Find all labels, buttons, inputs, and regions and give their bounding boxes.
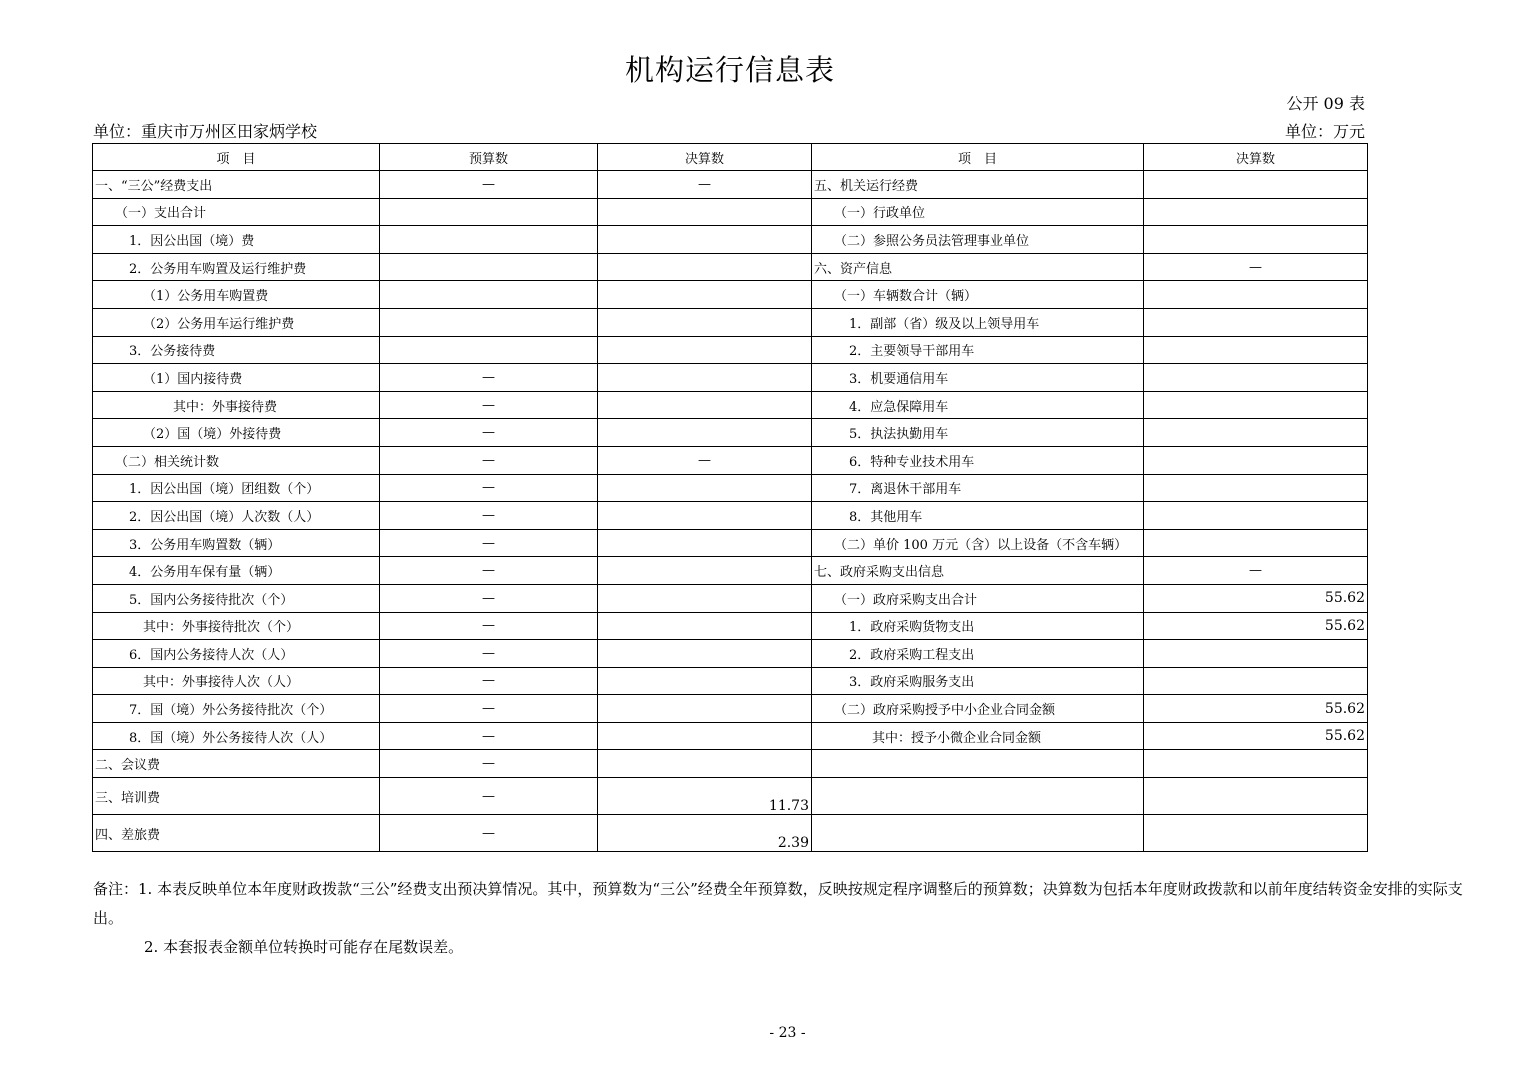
budget-value: [380, 198, 598, 226]
row-label: 3．公务接待费: [93, 336, 380, 364]
final-value: [598, 336, 812, 364]
right-final-value: [1144, 778, 1368, 815]
right-final-value: [1144, 308, 1368, 336]
right-row-label: [812, 750, 1144, 778]
final-value: [598, 364, 812, 392]
row-label: 三、培训费: [93, 778, 380, 815]
right-row-label: （二）单价 100 万元（含）以上设备（不含车辆）: [812, 529, 1144, 557]
currency-unit: 单位：万元: [1284, 122, 1365, 141]
right-final-value: [1144, 281, 1368, 309]
table-row: [93, 253, 1368, 281]
row-label: 2．因公出国（境）人次数（人）: [93, 502, 380, 530]
final-value: [598, 750, 812, 778]
table-row: [93, 281, 1368, 309]
right-row-label: 4．应急保障用车: [812, 391, 1144, 419]
final-value: —: [598, 446, 812, 474]
final-value: [598, 474, 812, 502]
final-value: [598, 722, 812, 750]
table-row: [93, 640, 1368, 668]
right-final-value: [1144, 667, 1368, 695]
row-label: （1）公务用车购置费: [93, 281, 380, 309]
right-row-label: 其中：授予小微企业合同金额: [812, 722, 1144, 750]
right-final-value: —: [1144, 253, 1368, 281]
right-final-value: [1144, 226, 1368, 254]
right-row-label: （一）车辆数合计（辆）: [812, 281, 1144, 309]
row-label: 6．国内公务接待人次（人）: [93, 640, 380, 668]
table-row: [93, 336, 1368, 364]
right-row-label: 8．其他用车: [812, 502, 1144, 530]
right-final-value: [1144, 474, 1368, 502]
final-value: [598, 667, 812, 695]
row-label: （2）国（境）外接待费: [93, 419, 380, 447]
header-final-right: 决算数: [1144, 144, 1368, 171]
table-row: [93, 815, 1368, 852]
final-value: [598, 640, 812, 668]
final-value: [598, 391, 812, 419]
right-row-label: 1．政府采购货物支出: [812, 612, 1144, 640]
right-row-label: （一）行政单位: [812, 198, 1144, 226]
right-row-label: 5．执法执勤用车: [812, 419, 1144, 447]
table-row: [93, 446, 1368, 474]
budget-value: —: [380, 364, 598, 392]
note-1: 备注：1. 本表反映单位本年度财政拨款“三公”经费支出预决算情况。其中，预算数为“三公”经费全年预算数，反映按规定程序调整后的预算数；决算数为包括本年度财政拨款和以前年度结转资金安排的实际支出。: [93, 880, 1463, 927]
final-value: [598, 695, 812, 723]
page-title: 机构运行信息表: [624, 53, 835, 87]
budget-value: —: [380, 419, 598, 447]
unit-name: 单位：重庆市万州区田家炳学校: [93, 122, 318, 141]
right-final-value: [1144, 529, 1368, 557]
final-value: [598, 226, 812, 254]
header-budget: 预算数: [380, 144, 598, 171]
final-value: [598, 557, 812, 585]
row-label: （1）国内接待费: [93, 364, 380, 392]
final-value: [598, 281, 812, 309]
right-row-label: 2．主要领导干部用车: [812, 336, 1144, 364]
budget-value: [380, 253, 598, 281]
right-final-value: 55.62: [1144, 584, 1368, 612]
row-label: 8．国（境）外公务接待人次（人）: [93, 722, 380, 750]
note-2: 2. 本套报表金额单位转换时可能存在尾数误差。: [144, 938, 464, 956]
budget-value: —: [380, 750, 598, 778]
right-row-label: 2．政府采购工程支出: [812, 640, 1144, 668]
form-number: 公开 09 表: [1286, 94, 1365, 113]
right-row-label: 七、政府采购支出信息: [812, 557, 1144, 585]
final-value: [598, 308, 812, 336]
right-row-label: 6．特种专业技术用车: [812, 446, 1144, 474]
right-row-label: （二）政府采购授予中小企业合同金额: [812, 695, 1144, 723]
table-row: [93, 171, 1368, 199]
right-row-label: 1．副部（省）级及以上领导用车: [812, 308, 1144, 336]
budget-value: —: [380, 667, 598, 695]
budget-value: [380, 308, 598, 336]
budget-value: —: [380, 557, 598, 585]
row-label: 二、会议费: [93, 750, 380, 778]
table-row: [93, 226, 1368, 254]
header-item: 项 目: [93, 144, 380, 171]
institution-operation-table: [92, 143, 1368, 852]
final-value: 11.73: [598, 778, 812, 815]
table-header-row: [93, 144, 1368, 171]
row-label: 其中：外事接待费: [93, 391, 380, 419]
final-value: [598, 529, 812, 557]
row-label: 四、差旅费: [93, 815, 380, 852]
row-label: 一、“三公”经费支出: [93, 171, 380, 199]
budget-value: —: [380, 529, 598, 557]
final-value: [598, 198, 812, 226]
budget-value: —: [380, 815, 598, 852]
table-row: [93, 364, 1368, 392]
budget-value: —: [380, 695, 598, 723]
row-label: 其中：外事接待批次（个）: [93, 612, 380, 640]
row-label: （二）相关统计数: [93, 446, 380, 474]
right-row-label: 五、机关运行经费: [812, 171, 1144, 199]
budget-value: —: [380, 722, 598, 750]
budget-value: —: [380, 612, 598, 640]
row-label: （2）公务用车运行维护费: [93, 308, 380, 336]
table-row: [93, 612, 1368, 640]
right-row-label: （二）参照公务员法管理事业单位: [812, 226, 1144, 254]
budget-value: —: [380, 474, 598, 502]
right-final-value: [1144, 750, 1368, 778]
page-number: - 23 -: [769, 1025, 806, 1041]
right-final-value: [1144, 171, 1368, 199]
row-label: 2．公务用车购置及运行维护费: [93, 253, 380, 281]
budget-value: —: [380, 446, 598, 474]
row-label: 4．公务用车保有量（辆）: [93, 557, 380, 585]
budget-value: —: [380, 640, 598, 668]
budget-value: [380, 336, 598, 364]
final-value: [598, 612, 812, 640]
row-label: （一）支出合计: [93, 198, 380, 226]
table-row: [93, 308, 1368, 336]
final-value: [598, 253, 812, 281]
right-final-value: [1144, 419, 1368, 447]
row-label: 7．国（境）外公务接待批次（个）: [93, 695, 380, 723]
header-final: 决算数: [598, 144, 812, 171]
final-value: 2.39: [598, 815, 812, 852]
table-row: [93, 502, 1368, 530]
right-final-value: 55.62: [1144, 722, 1368, 750]
table-row: [93, 584, 1368, 612]
budget-value: —: [380, 391, 598, 419]
right-row-label: 7．离退休干部用车: [812, 474, 1144, 502]
table-row: [93, 667, 1368, 695]
row-label: 5．国内公务接待批次（个）: [93, 584, 380, 612]
final-value: [598, 419, 812, 447]
right-final-value: [1144, 815, 1368, 852]
right-row-label: 六、资产信息: [812, 253, 1144, 281]
right-final-value: [1144, 364, 1368, 392]
table-row: [93, 198, 1368, 226]
budget-value: —: [380, 778, 598, 815]
right-final-value: —: [1144, 557, 1368, 585]
budget-value: [380, 281, 598, 309]
right-row-label: 3．政府采购服务支出: [812, 667, 1144, 695]
right-final-value: [1144, 640, 1368, 668]
right-final-value: [1144, 446, 1368, 474]
right-row-label: [812, 815, 1144, 852]
row-label: 3．公务用车购置数（辆）: [93, 529, 380, 557]
final-value: —: [598, 171, 812, 199]
budget-value: —: [380, 502, 598, 530]
final-value: [598, 584, 812, 612]
table-row: [93, 695, 1368, 723]
table-row: [93, 419, 1368, 447]
right-final-value: 55.62: [1144, 612, 1368, 640]
table-row: [93, 778, 1368, 815]
budget-value: —: [380, 171, 598, 199]
table-row: [93, 557, 1368, 585]
table-row: [93, 391, 1368, 419]
table-row: [93, 722, 1368, 750]
row-label: 1．因公出国（境）费: [93, 226, 380, 254]
row-label: 1．因公出国（境）团组数（个）: [93, 474, 380, 502]
header-item-right: 项 目: [812, 144, 1144, 171]
right-final-value: [1144, 198, 1368, 226]
table-row: [93, 529, 1368, 557]
right-row-label: 3．机要通信用车: [812, 364, 1144, 392]
table-row: [93, 750, 1368, 778]
right-row-label: （一）政府采购支出合计: [812, 584, 1144, 612]
right-final-value: [1144, 391, 1368, 419]
final-value: [598, 502, 812, 530]
right-final-value: 55.62: [1144, 695, 1368, 723]
right-final-value: [1144, 336, 1368, 364]
budget-value: [380, 226, 598, 254]
right-row-label: [812, 778, 1144, 815]
budget-value: —: [380, 584, 598, 612]
right-final-value: [1144, 502, 1368, 530]
row-label: 其中：外事接待人次（人）: [93, 667, 380, 695]
table-row: [93, 474, 1368, 502]
